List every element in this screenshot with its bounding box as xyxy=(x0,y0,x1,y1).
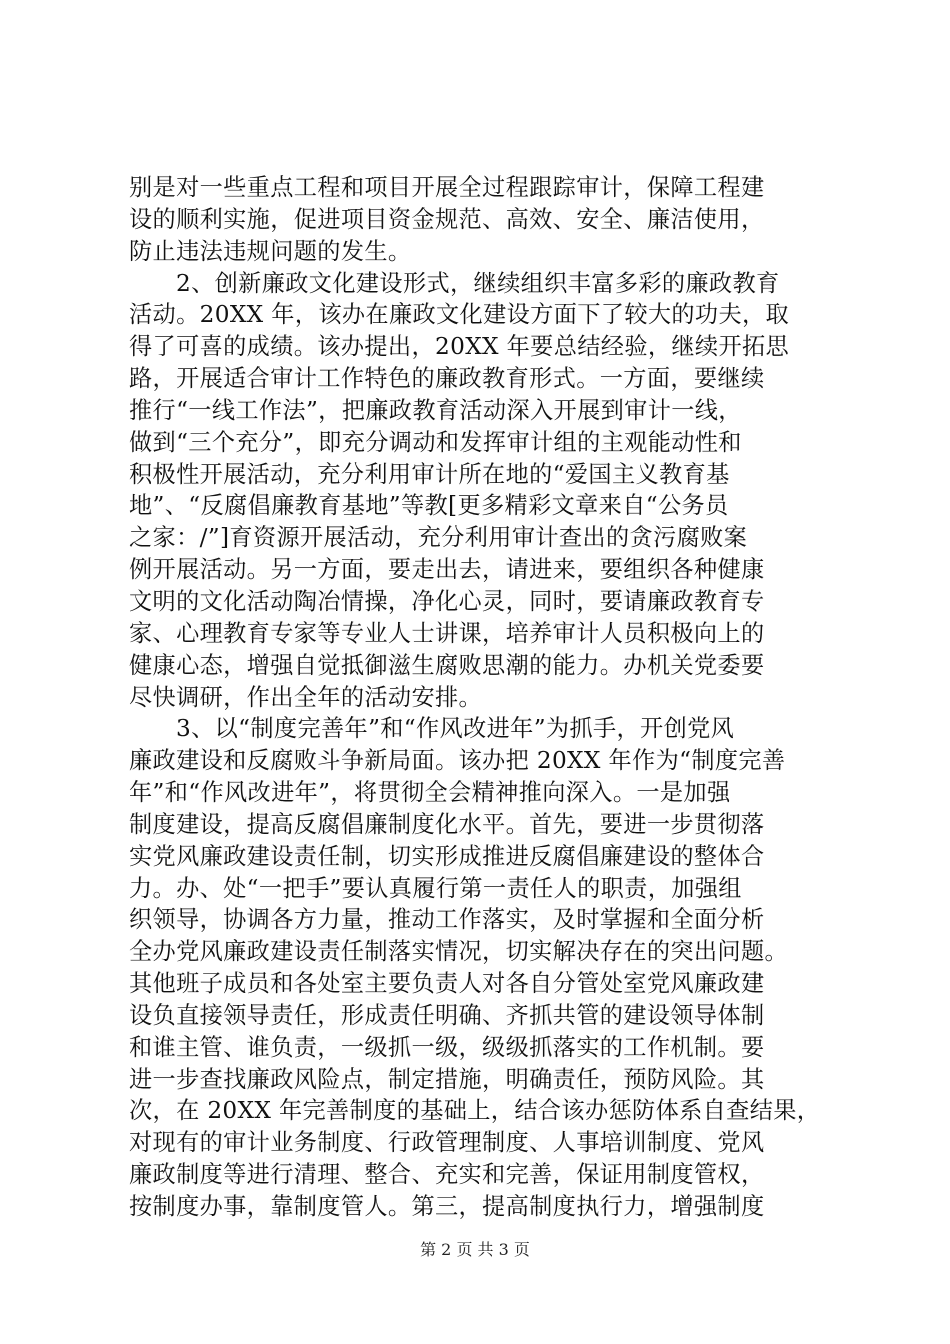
text-line: 对现有的审计业务制度、行政管理制度、人事培训制度、党风 xyxy=(129,1129,765,1157)
text-line: 健康心态，增强自觉抵御滋生腐败思潮的能力。办机关党委要 xyxy=(129,651,765,679)
text-line: 廉政制度等进行清理、整合、充实和完善，保证用制度管权， xyxy=(129,1161,765,1189)
text-line: 积极性开展活动，充分利用审计所在地的“爱国主义教育基 xyxy=(129,460,730,488)
text-line: 织领导，协调各方力量，推动工作落实，及时掌握和全面分析 xyxy=(129,906,765,934)
text-line: 文明的文化活动陶冶情操，净化心灵，同时，要请廉政教育专 xyxy=(129,587,765,615)
text-line: 别是对一些重点工程和项目开展全过程跟踪审计，保障工程建 xyxy=(129,174,765,201)
text-line: 得了可喜的成绩。该办提出，20XX 年要总结经验，继续开拓思 xyxy=(129,333,790,361)
body-text xyxy=(129,172,841,1223)
text-line: 3、以“制度完善年”和“作风改进年”为抓手，开创党风 xyxy=(176,715,735,743)
text-line: 和谁主管、谁负责，一级抓一级，级级抓落实的工作机制。要 xyxy=(129,1033,765,1061)
text-line: 制度建设，提高反腐倡廉制度化水平。首先，要进一步贯彻落 xyxy=(129,810,765,838)
text-line: 廉政建设和反腐败斗争新局面。该办把 20XX 年作为“制度完善 xyxy=(129,747,786,775)
text-line: 地”、“反腐倡廉教育基地”等教[更多精彩文章来自“公务员 xyxy=(129,492,729,520)
text-line: 之家：/”]育资源开展活动，充分利用审计查出的贪污腐败案 xyxy=(129,524,748,552)
text-line: 按制度办事，靠制度管人。第三，提高制度执行力，增强制度 xyxy=(129,1193,765,1220)
text-line: 设负直接领导责任，形成责任明确、齐抓共管的建设领导体制 xyxy=(129,1001,765,1029)
text-line: 活动。20XX 年，该办在廉政文化建设方面下了较大的功夫，取 xyxy=(129,301,790,329)
text-line: 年”和“作风改进年”，将贯彻全会精神推向深入。一是加强 xyxy=(129,779,731,807)
text-line: 设的顺利实施，促进项目资金规范、高效、安全、廉洁使用， xyxy=(129,205,765,233)
text-line: 路，开展适合审计工作特色的廉政教育形式。一方面，要继续 xyxy=(129,365,765,393)
text-line: 进一步查找廉政风险点，制定措施，明确责任，预防风险。其 xyxy=(129,1065,765,1093)
text-line: 防止违法违规问题的发生。 xyxy=(129,237,412,265)
text-line: 实党风廉政建设责任制，切实形成推进反腐倡廉建设的整体合 xyxy=(129,842,765,870)
text-line: 做到“三个充分”，即充分调动和发挥审计组的主观能动性和 xyxy=(129,428,742,456)
text-line: 例开展活动。另一方面，要走出去，请进来，要组织各种健康 xyxy=(129,556,765,584)
text-line: 尽快调研，作出全年的活动安排。 xyxy=(129,683,483,711)
text-line: 推行“一线工作法”，把廉政教育活动深入开展到审计一线， xyxy=(129,396,742,424)
text-line: 全办党风廉政建设责任制落实情况，切实解决存在的突出问题。 xyxy=(129,938,789,966)
text-line: 力。办、处“一把手”要认真履行第一责任人的职责，加强组 xyxy=(129,874,742,902)
page-footer: 第 2 页 共 3 页 xyxy=(420,1240,530,1259)
text-line: 其他班子成员和各处室主要负责人对各自分管处室党风廉政建 xyxy=(129,970,765,998)
text-line: 2、创新廉政文化建设形式，继续组织丰富多彩的廉政教育 xyxy=(176,269,780,297)
text-line: 家、心理教育专家等专业人士讲课，培养审计人员积极向上的 xyxy=(129,619,765,647)
text-line: 次，在 20XX 年完善制度的基础上，结合该办惩防体系自查结果， xyxy=(129,1097,821,1125)
